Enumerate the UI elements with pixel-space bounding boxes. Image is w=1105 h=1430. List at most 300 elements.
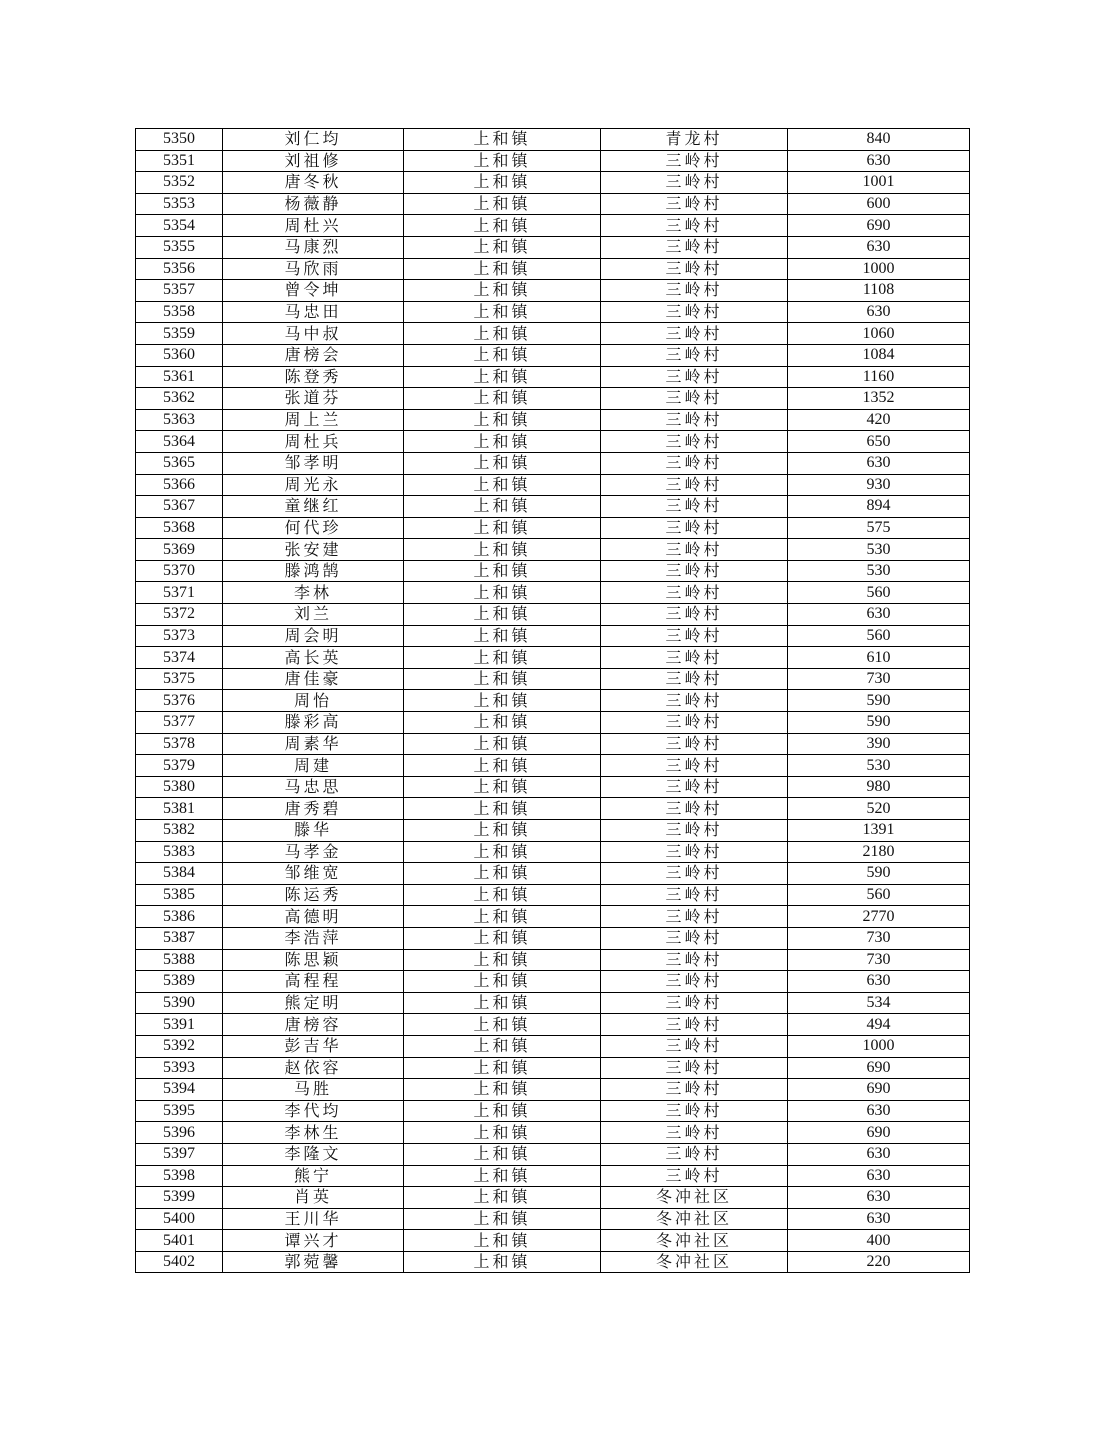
table-row	[136, 971, 970, 993]
amount-cell: 1084	[788, 344, 970, 366]
table-row	[136, 992, 970, 1014]
row-number-cell: 5399	[136, 1187, 223, 1209]
table-row	[136, 1035, 970, 1057]
village-name-cell: 三岭村	[601, 150, 788, 172]
table-row	[136, 582, 970, 604]
person-name-cell: 童继红	[223, 496, 404, 518]
row-number-cell: 5398	[136, 1165, 223, 1187]
person-name-cell: 郭菀馨	[223, 1251, 404, 1273]
town-name-cell: 上和镇	[404, 539, 601, 561]
village-name-cell: 三岭村	[601, 172, 788, 194]
amount-cell: 530	[788, 560, 970, 582]
row-number-cell: 5363	[136, 409, 223, 431]
amount-cell: 420	[788, 409, 970, 431]
village-name-cell: 三岭村	[601, 647, 788, 669]
town-name-cell: 上和镇	[404, 496, 601, 518]
table-row	[136, 150, 970, 172]
person-name-cell: 李林生	[223, 1122, 404, 1144]
row-number-cell: 5390	[136, 992, 223, 1014]
village-name-cell: 三岭村	[601, 1122, 788, 1144]
row-number-cell: 5362	[136, 388, 223, 410]
person-name-cell: 马忠田	[223, 301, 404, 323]
table-row	[136, 193, 970, 215]
village-name-cell: 三岭村	[601, 280, 788, 302]
person-name-cell: 周光永	[223, 474, 404, 496]
amount-cell: 590	[788, 690, 970, 712]
table-row	[136, 1143, 970, 1165]
town-name-cell: 上和镇	[404, 129, 601, 151]
row-number-cell: 5402	[136, 1251, 223, 1273]
table-row	[136, 1100, 970, 1122]
amount-cell: 1001	[788, 172, 970, 194]
village-name-cell: 三岭村	[601, 668, 788, 690]
village-name-cell: 三岭村	[601, 1079, 788, 1101]
person-name-cell: 陈登秀	[223, 366, 404, 388]
table-row	[136, 1079, 970, 1101]
person-name-cell: 张安建	[223, 539, 404, 561]
person-name-cell: 滕彩高	[223, 712, 404, 734]
village-name-cell: 三岭村	[601, 301, 788, 323]
row-number-cell: 5389	[136, 971, 223, 993]
person-name-cell: 李浩萍	[223, 927, 404, 949]
town-name-cell: 上和镇	[404, 690, 601, 712]
village-name-cell: 三岭村	[601, 258, 788, 280]
person-name-cell: 高程程	[223, 971, 404, 993]
person-name-cell: 赵依容	[223, 1057, 404, 1079]
village-name-cell: 三岭村	[601, 884, 788, 906]
village-name-cell: 三岭村	[601, 409, 788, 431]
row-number-cell: 5393	[136, 1057, 223, 1079]
table-row	[136, 755, 970, 777]
person-name-cell: 高德明	[223, 906, 404, 928]
village-name-cell: 三岭村	[601, 820, 788, 842]
amount-cell: 590	[788, 712, 970, 734]
village-name-cell: 三岭村	[601, 517, 788, 539]
row-number-cell: 5397	[136, 1143, 223, 1165]
person-name-cell: 滕华	[223, 820, 404, 842]
village-name-cell: 三岭村	[601, 1014, 788, 1036]
person-name-cell: 李隆文	[223, 1143, 404, 1165]
table-row	[136, 517, 970, 539]
village-name-cell: 三岭村	[601, 474, 788, 496]
village-name-cell: 三岭村	[601, 215, 788, 237]
table-row	[136, 366, 970, 388]
table-row	[136, 236, 970, 258]
person-name-cell: 唐榜会	[223, 344, 404, 366]
row-number-cell: 5377	[136, 712, 223, 734]
row-number-cell: 5401	[136, 1230, 223, 1252]
town-name-cell: 上和镇	[404, 1208, 601, 1230]
town-name-cell: 上和镇	[404, 258, 601, 280]
person-name-cell: 周建	[223, 755, 404, 777]
table-row	[136, 1122, 970, 1144]
amount-cell: 1108	[788, 280, 970, 302]
amount-cell: 630	[788, 1143, 970, 1165]
town-name-cell: 上和镇	[404, 668, 601, 690]
subsidy-list-table	[135, 128, 970, 1273]
village-name-cell: 三岭村	[601, 236, 788, 258]
person-name-cell: 邹维宽	[223, 863, 404, 885]
town-name-cell: 上和镇	[404, 927, 601, 949]
table-row	[136, 884, 970, 906]
table-row	[136, 927, 970, 949]
table-row	[136, 409, 970, 431]
amount-cell: 400	[788, 1230, 970, 1252]
amount-cell: 1000	[788, 1035, 970, 1057]
person-name-cell: 周杜兵	[223, 431, 404, 453]
town-name-cell: 上和镇	[404, 712, 601, 734]
table-row	[136, 690, 970, 712]
row-number-cell: 5382	[136, 820, 223, 842]
row-number-cell: 5387	[136, 927, 223, 949]
village-name-cell: 三岭村	[601, 496, 788, 518]
person-name-cell: 唐冬秋	[223, 172, 404, 194]
village-name-cell: 三岭村	[601, 949, 788, 971]
table-row	[136, 1230, 970, 1252]
town-name-cell: 上和镇	[404, 193, 601, 215]
town-name-cell: 上和镇	[404, 798, 601, 820]
person-name-cell: 唐榜容	[223, 1014, 404, 1036]
village-name-cell: 冬冲社区	[601, 1208, 788, 1230]
table-row	[136, 1251, 970, 1273]
village-name-cell: 三岭村	[601, 193, 788, 215]
table-row	[136, 841, 970, 863]
row-number-cell: 5374	[136, 647, 223, 669]
amount-cell: 560	[788, 884, 970, 906]
town-name-cell: 上和镇	[404, 841, 601, 863]
village-name-cell: 三岭村	[601, 1143, 788, 1165]
table-row	[136, 496, 970, 518]
table-row	[136, 215, 970, 237]
row-number-cell: 5370	[136, 560, 223, 582]
row-number-cell: 5396	[136, 1122, 223, 1144]
row-number-cell: 5365	[136, 452, 223, 474]
amount-cell: 894	[788, 496, 970, 518]
town-name-cell: 上和镇	[404, 1122, 601, 1144]
town-name-cell: 上和镇	[404, 1251, 601, 1273]
amount-cell: 690	[788, 215, 970, 237]
table-row	[136, 1208, 970, 1230]
person-name-cell: 马忠思	[223, 776, 404, 798]
table-row	[136, 539, 970, 561]
table-body	[136, 129, 970, 1273]
person-name-cell: 唐佳豪	[223, 668, 404, 690]
village-name-cell: 三岭村	[601, 992, 788, 1014]
table-row	[136, 604, 970, 626]
village-name-cell: 三岭村	[601, 971, 788, 993]
row-number-cell: 5378	[136, 733, 223, 755]
table-row	[136, 668, 970, 690]
row-number-cell: 5366	[136, 474, 223, 496]
amount-cell: 590	[788, 863, 970, 885]
amount-cell: 494	[788, 1014, 970, 1036]
table-row	[136, 280, 970, 302]
person-name-cell: 李林	[223, 582, 404, 604]
row-number-cell: 5350	[136, 129, 223, 151]
village-name-cell: 三岭村	[601, 344, 788, 366]
table-row	[136, 712, 970, 734]
village-name-cell: 三岭村	[601, 323, 788, 345]
town-name-cell: 上和镇	[404, 1165, 601, 1187]
village-name-cell: 三岭村	[601, 798, 788, 820]
town-name-cell: 上和镇	[404, 1057, 601, 1079]
amount-cell: 930	[788, 474, 970, 496]
village-name-cell: 三岭村	[601, 582, 788, 604]
row-number-cell: 5392	[136, 1035, 223, 1057]
town-name-cell: 上和镇	[404, 733, 601, 755]
village-name-cell: 三岭村	[601, 1100, 788, 1122]
row-number-cell: 5379	[136, 755, 223, 777]
table-row	[136, 129, 970, 151]
village-name-cell: 三岭村	[601, 560, 788, 582]
town-name-cell: 上和镇	[404, 452, 601, 474]
town-name-cell: 上和镇	[404, 755, 601, 777]
table-row	[136, 906, 970, 928]
town-name-cell: 上和镇	[404, 604, 601, 626]
town-name-cell: 上和镇	[404, 863, 601, 885]
town-name-cell: 上和镇	[404, 582, 601, 604]
person-name-cell: 马欣雨	[223, 258, 404, 280]
row-number-cell: 5356	[136, 258, 223, 280]
person-name-cell: 高长英	[223, 647, 404, 669]
town-name-cell: 上和镇	[404, 366, 601, 388]
town-name-cell: 上和镇	[404, 172, 601, 194]
person-name-cell: 滕鸿鹄	[223, 560, 404, 582]
person-name-cell: 谭兴才	[223, 1230, 404, 1252]
person-name-cell: 李代均	[223, 1100, 404, 1122]
row-number-cell: 5368	[136, 517, 223, 539]
table-row	[136, 798, 970, 820]
town-name-cell: 上和镇	[404, 992, 601, 1014]
row-number-cell: 5380	[136, 776, 223, 798]
town-name-cell: 上和镇	[404, 1143, 601, 1165]
table-row	[136, 625, 970, 647]
town-name-cell: 上和镇	[404, 1014, 601, 1036]
amount-cell: 575	[788, 517, 970, 539]
amount-cell: 730	[788, 668, 970, 690]
table-row	[136, 733, 970, 755]
table-row	[136, 560, 970, 582]
person-name-cell: 陈思颖	[223, 949, 404, 971]
person-name-cell: 马孝金	[223, 841, 404, 863]
person-name-cell: 马中叔	[223, 323, 404, 345]
row-number-cell: 5360	[136, 344, 223, 366]
town-name-cell: 上和镇	[404, 1230, 601, 1252]
person-name-cell: 熊定明	[223, 992, 404, 1014]
amount-cell: 650	[788, 431, 970, 453]
person-name-cell: 马康烈	[223, 236, 404, 258]
amount-cell: 730	[788, 927, 970, 949]
village-name-cell: 三岭村	[601, 1035, 788, 1057]
person-name-cell: 刘祖修	[223, 150, 404, 172]
town-name-cell: 上和镇	[404, 517, 601, 539]
amount-cell: 610	[788, 647, 970, 669]
table-row	[136, 1187, 970, 1209]
amount-cell: 630	[788, 1187, 970, 1209]
row-number-cell: 5355	[136, 236, 223, 258]
amount-cell: 534	[788, 992, 970, 1014]
village-name-cell: 三岭村	[601, 431, 788, 453]
table-row	[136, 323, 970, 345]
amount-cell: 690	[788, 1079, 970, 1101]
town-name-cell: 上和镇	[404, 409, 601, 431]
amount-cell: 630	[788, 150, 970, 172]
row-number-cell: 5394	[136, 1079, 223, 1101]
row-number-cell: 5361	[136, 366, 223, 388]
row-number-cell: 5359	[136, 323, 223, 345]
row-number-cell: 5388	[136, 949, 223, 971]
row-number-cell: 5353	[136, 193, 223, 215]
amount-cell: 630	[788, 1208, 970, 1230]
village-name-cell: 三岭村	[601, 863, 788, 885]
town-name-cell: 上和镇	[404, 1187, 601, 1209]
amount-cell: 2770	[788, 906, 970, 928]
table-row	[136, 1057, 970, 1079]
amount-cell: 1000	[788, 258, 970, 280]
village-name-cell: 三岭村	[601, 927, 788, 949]
table-row	[136, 820, 970, 842]
town-name-cell: 上和镇	[404, 820, 601, 842]
town-name-cell: 上和镇	[404, 1100, 601, 1122]
village-name-cell: 三岭村	[601, 906, 788, 928]
table-row	[136, 1165, 970, 1187]
row-number-cell: 5375	[136, 668, 223, 690]
table-row	[136, 344, 970, 366]
row-number-cell: 5400	[136, 1208, 223, 1230]
person-name-cell: 杨薇静	[223, 193, 404, 215]
amount-cell: 220	[788, 1251, 970, 1273]
village-name-cell: 三岭村	[601, 539, 788, 561]
village-name-cell: 三岭村	[601, 841, 788, 863]
row-number-cell: 5395	[136, 1100, 223, 1122]
amount-cell: 730	[788, 949, 970, 971]
amount-cell: 1160	[788, 366, 970, 388]
amount-cell: 630	[788, 236, 970, 258]
row-number-cell: 5383	[136, 841, 223, 863]
village-name-cell: 冬冲社区	[601, 1187, 788, 1209]
village-name-cell: 三岭村	[601, 1057, 788, 1079]
village-name-cell: 三岭村	[601, 690, 788, 712]
person-name-cell: 何代珍	[223, 517, 404, 539]
row-number-cell: 5369	[136, 539, 223, 561]
town-name-cell: 上和镇	[404, 474, 601, 496]
row-number-cell: 5391	[136, 1014, 223, 1036]
table-row	[136, 431, 970, 453]
person-name-cell: 刘仁均	[223, 129, 404, 151]
row-number-cell: 5354	[136, 215, 223, 237]
table-row	[136, 949, 970, 971]
amount-cell: 2180	[788, 841, 970, 863]
person-name-cell: 曾令坤	[223, 280, 404, 302]
row-number-cell: 5357	[136, 280, 223, 302]
amount-cell: 560	[788, 582, 970, 604]
town-name-cell: 上和镇	[404, 647, 601, 669]
amount-cell: 630	[788, 1100, 970, 1122]
table-row	[136, 1014, 970, 1036]
amount-cell: 630	[788, 452, 970, 474]
amount-cell: 630	[788, 1165, 970, 1187]
person-name-cell: 周杜兴	[223, 215, 404, 237]
amount-cell: 690	[788, 1057, 970, 1079]
amount-cell: 560	[788, 625, 970, 647]
person-name-cell: 周素华	[223, 733, 404, 755]
person-name-cell: 周上兰	[223, 409, 404, 431]
person-name-cell: 马胜	[223, 1079, 404, 1101]
village-name-cell: 三岭村	[601, 755, 788, 777]
town-name-cell: 上和镇	[404, 884, 601, 906]
town-name-cell: 上和镇	[404, 1035, 601, 1057]
table-row	[136, 301, 970, 323]
village-name-cell: 三岭村	[601, 388, 788, 410]
village-name-cell: 三岭村	[601, 366, 788, 388]
town-name-cell: 上和镇	[404, 344, 601, 366]
person-name-cell: 彭吉华	[223, 1035, 404, 1057]
town-name-cell: 上和镇	[404, 280, 601, 302]
row-number-cell: 5352	[136, 172, 223, 194]
amount-cell: 530	[788, 755, 970, 777]
row-number-cell: 5371	[136, 582, 223, 604]
amount-cell: 630	[788, 971, 970, 993]
row-number-cell: 5364	[136, 431, 223, 453]
person-name-cell: 熊宁	[223, 1165, 404, 1187]
town-name-cell: 上和镇	[404, 906, 601, 928]
village-name-cell: 三岭村	[601, 452, 788, 474]
person-name-cell: 刘兰	[223, 604, 404, 626]
amount-cell: 520	[788, 798, 970, 820]
table-row	[136, 452, 970, 474]
town-name-cell: 上和镇	[404, 301, 601, 323]
town-name-cell: 上和镇	[404, 776, 601, 798]
town-name-cell: 上和镇	[404, 431, 601, 453]
table-row	[136, 258, 970, 280]
person-name-cell: 肖英	[223, 1187, 404, 1209]
amount-cell: 600	[788, 193, 970, 215]
table-row	[136, 647, 970, 669]
person-name-cell: 张道芬	[223, 388, 404, 410]
row-number-cell: 5386	[136, 906, 223, 928]
amount-cell: 1391	[788, 820, 970, 842]
row-number-cell: 5373	[136, 625, 223, 647]
amount-cell: 1060	[788, 323, 970, 345]
amount-cell: 530	[788, 539, 970, 561]
village-name-cell: 冬冲社区	[601, 1230, 788, 1252]
town-name-cell: 上和镇	[404, 949, 601, 971]
amount-cell: 980	[788, 776, 970, 798]
person-name-cell: 周怡	[223, 690, 404, 712]
person-name-cell: 周会明	[223, 625, 404, 647]
village-name-cell: 三岭村	[601, 733, 788, 755]
table-row	[136, 388, 970, 410]
amount-cell: 630	[788, 604, 970, 626]
row-number-cell: 5372	[136, 604, 223, 626]
row-number-cell: 5358	[136, 301, 223, 323]
amount-cell: 1352	[788, 388, 970, 410]
town-name-cell: 上和镇	[404, 971, 601, 993]
person-name-cell: 唐秀碧	[223, 798, 404, 820]
row-number-cell: 5385	[136, 884, 223, 906]
village-name-cell: 三岭村	[601, 712, 788, 734]
village-name-cell: 三岭村	[601, 604, 788, 626]
table-row	[136, 172, 970, 194]
person-name-cell: 陈运秀	[223, 884, 404, 906]
row-number-cell: 5367	[136, 496, 223, 518]
town-name-cell: 上和镇	[404, 560, 601, 582]
row-number-cell: 5376	[136, 690, 223, 712]
table-row	[136, 474, 970, 496]
village-name-cell: 冬冲社区	[601, 1251, 788, 1273]
table-row	[136, 863, 970, 885]
town-name-cell: 上和镇	[404, 625, 601, 647]
